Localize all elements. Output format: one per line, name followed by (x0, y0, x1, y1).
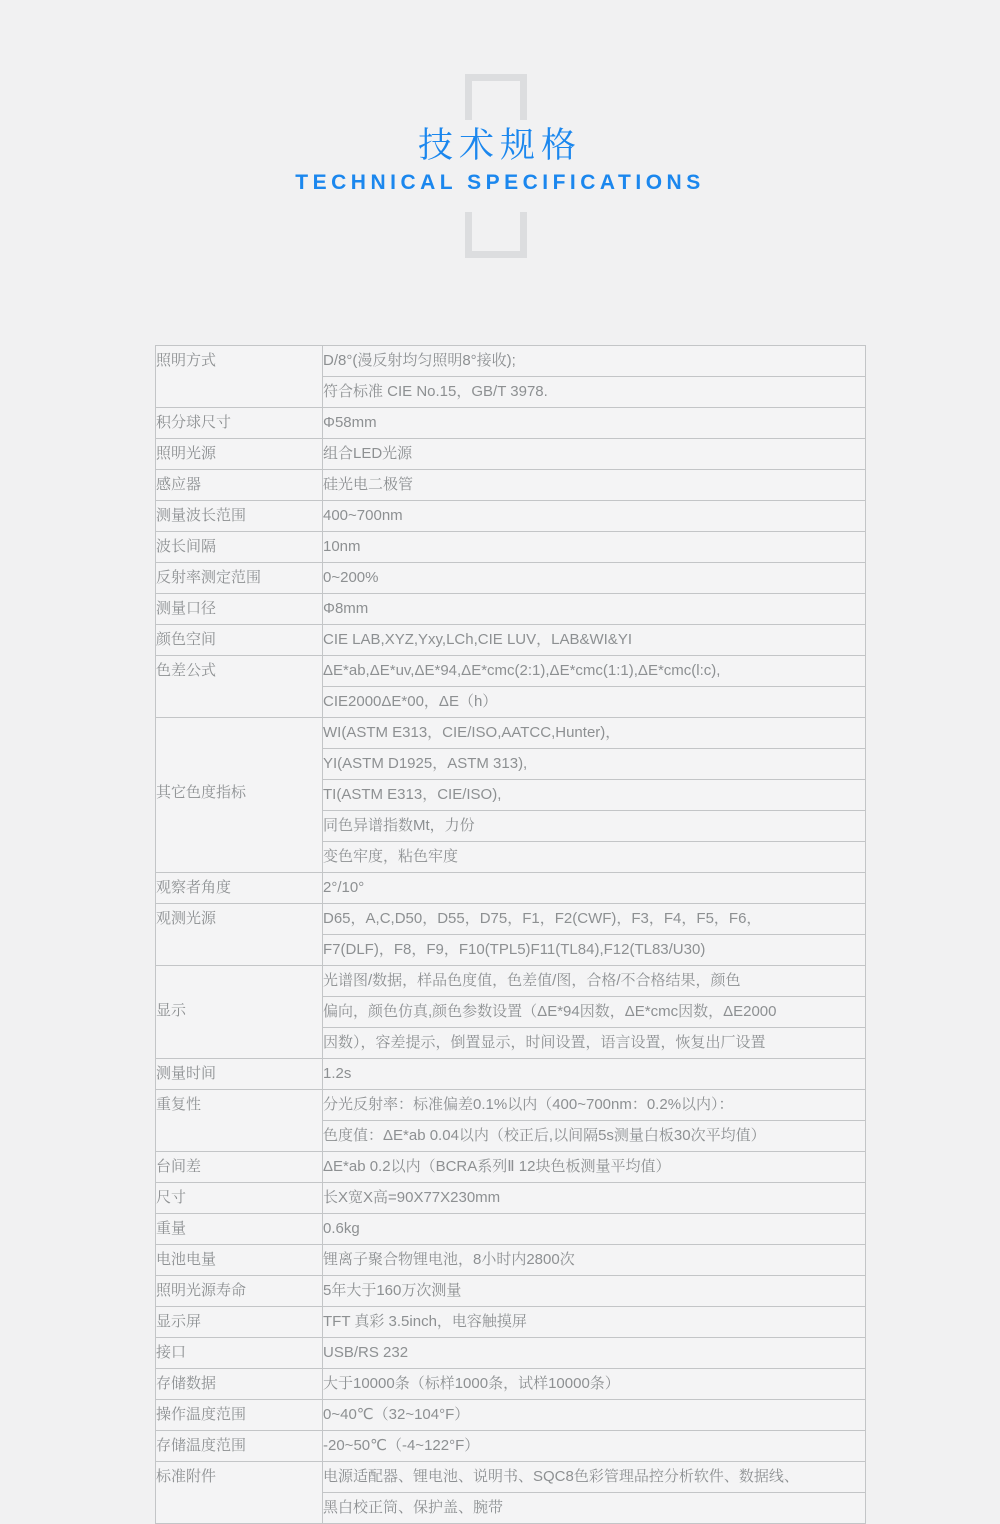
spec-value: 因数），容差提示，倒置显示，时间设置，语言设置，恢复出厂设置 (323, 1028, 866, 1059)
spec-label: 观察者角度 (156, 879, 232, 896)
table-row (156, 1369, 866, 1400)
spec-value: 光谱图/数据，样品色度值，色差值/图，合格/不合格结果，颜色 (323, 966, 866, 997)
spec-label: 其它色度指标 (156, 784, 247, 801)
spec-label: 存储温度范围 (156, 1437, 247, 1454)
page-title: 技术规格 (417, 126, 582, 165)
table-row (156, 408, 866, 439)
spec-label: 感应器 (156, 476, 202, 493)
spec-label: 照明方式 (156, 352, 217, 369)
spec-value: 2°/10° (323, 873, 866, 904)
spec-label-cell (156, 1152, 323, 1183)
spec-label-cell (156, 532, 323, 563)
spec-label: 颜色空间 (156, 631, 217, 648)
spec-value: F7(DLF)，F8，F9，F10(TPL5)F11(TL84),F12(TL83/U30) (323, 935, 866, 966)
spec-label: 接口 (156, 1344, 187, 1361)
page-subtitle: TECHNICAL SPECIFICATIONS (295, 171, 705, 194)
decorative-frame-bottom (465, 212, 527, 258)
spec-value: 变色牢度，粘色牢度 (323, 842, 866, 873)
spec-label-cell (156, 1183, 323, 1214)
spec-label: 显示屏 (156, 1313, 202, 1330)
table-row (156, 904, 866, 935)
spec-value: ΔE*ab,ΔE*uv,ΔE*94,ΔE*cmc(2:1),ΔE*cmc(1:1),ΔE*cmc(l:c), (323, 656, 866, 687)
spec-label-cell (156, 1307, 323, 1338)
decorative-frame-top (465, 74, 527, 120)
spec-table-body (156, 346, 866, 1524)
table-row (156, 1307, 866, 1338)
spec-value: 0~200% (323, 563, 866, 594)
table-row (156, 1152, 866, 1183)
spec-value: 黑白校正筒、保护盖、腕带 (323, 1493, 866, 1524)
spec-value: WI(ASTM E313，CIE/ISO,AATCC,Hunter)， (323, 718, 866, 749)
spec-value: ΔE*ab 0.2以内（BCRA系列Ⅱ 12块色板测量平均值） (323, 1152, 866, 1183)
spec-label: 测量波长范围 (156, 507, 247, 524)
spec-label: 照明光源寿命 (156, 1282, 247, 1299)
spec-label-cell (156, 1369, 323, 1400)
table-row (156, 1090, 866, 1121)
table-row (156, 1400, 866, 1431)
spec-label: 测量口径 (156, 600, 217, 617)
spec-value: 锂离子聚合物锂电池，8小时内2800次 (323, 1245, 866, 1276)
table-row (156, 656, 866, 687)
spec-value: 硅光电二极管 (323, 470, 866, 501)
spec-value: USB/RS 232 (323, 1338, 866, 1369)
spec-label-cell (156, 470, 323, 501)
spec-value: 色度值：ΔE*ab 0.04以内（校正后,以间隔5s测量白板30次平均值） (323, 1121, 866, 1152)
table-row (156, 1059, 866, 1090)
table-row (156, 1245, 866, 1276)
spec-table (155, 345, 866, 1524)
table-row (156, 501, 866, 532)
spec-label: 重复性 (156, 1096, 202, 1113)
table-row (156, 594, 866, 625)
spec-label: 台间差 (156, 1158, 202, 1175)
spec-label: 色差公式 (156, 662, 217, 679)
spec-label: 存储数据 (156, 1375, 217, 1392)
spec-value: 符合标准 CIE No.15，GB/T 3978. (323, 377, 866, 408)
spec-value: 0~40℃（32~104°F） (323, 1400, 866, 1431)
spec-label-cell (156, 594, 323, 625)
table-row (156, 1183, 866, 1214)
spec-label-cell (156, 346, 323, 408)
spec-value: Φ8mm (323, 594, 866, 625)
spec-label-cell (156, 873, 323, 904)
spec-value: D/8°(漫反射均匀照明8°接收); (323, 346, 866, 377)
spec-label-cell (156, 439, 323, 470)
spec-label: 显示 (156, 1002, 187, 1019)
spec-value: 同色异谱指数Mt，力份 (323, 811, 866, 842)
spec-value: TFT 真彩 3.5inch，电容触摸屏 (323, 1307, 866, 1338)
table-row (156, 1431, 866, 1462)
spec-value: CIE LAB,XYZ,Yxy,LCh,CIE LUV，LAB&WI&YI (323, 625, 866, 656)
spec-label: 波长间隔 (156, 538, 217, 555)
spec-value: 1.2s (323, 1059, 866, 1090)
table-row (156, 1276, 866, 1307)
spec-label: 积分球尺寸 (156, 414, 232, 431)
spec-value: 长X宽X高=90X77X230mm (323, 1183, 866, 1214)
spec-value: 400~700nm (323, 501, 866, 532)
table-row (156, 439, 866, 470)
spec-label-cell (156, 625, 323, 656)
table-row (156, 873, 866, 904)
spec-label: 重量 (156, 1220, 187, 1237)
spec-label-cell (156, 408, 323, 439)
spec-label-cell (156, 1059, 323, 1090)
spec-value: 10nm (323, 532, 866, 563)
table-row (156, 966, 866, 997)
spec-label-cell (156, 904, 323, 966)
table-row (156, 532, 866, 563)
spec-value: Φ58mm (323, 408, 866, 439)
spec-label: 反射率测定范围 (156, 569, 262, 586)
spec-label: 测量时间 (156, 1065, 217, 1082)
table-row (156, 625, 866, 656)
spec-value: -20~50℃（-4~122°F） (323, 1431, 866, 1462)
spec-value: 5年大于160万次测量 (323, 1276, 866, 1307)
spec-value: TI(ASTM E313，CIE/ISO), (323, 780, 866, 811)
table-row (156, 1338, 866, 1369)
spec-label: 电池电量 (156, 1251, 217, 1268)
spec-label-cell (156, 1090, 323, 1152)
table-row (156, 346, 866, 377)
spec-label-cell (156, 501, 323, 532)
spec-label-cell (156, 563, 323, 594)
spec-value: 大于10000条（标样1000条，试样10000条） (323, 1369, 866, 1400)
table-row (156, 563, 866, 594)
spec-value: D65，A,C,D50，D55，D75，F1，F2(CWF)，F3，F4，F5，F6， (323, 904, 866, 935)
spec-value: 分光反射率：标准偏差0.1%以内（400~700nm：0.2%以内）： (323, 1090, 866, 1121)
table-row (156, 1214, 866, 1245)
spec-label-cell (156, 966, 323, 1059)
spec-label-cell (156, 656, 323, 718)
page-header (0, 0, 1000, 300)
spec-label: 操作温度范围 (156, 1406, 247, 1423)
spec-label-cell (156, 1245, 323, 1276)
spec-label-cell (156, 1214, 323, 1245)
spec-label-cell (156, 1462, 323, 1524)
spec-label: 观测光源 (156, 910, 217, 927)
spec-value: 电源适配器、锂电池、说明书、SQC8色彩管理品控分析软件、数据线、 (323, 1462, 866, 1493)
spec-value: YI(ASTM D1925，ASTM 313), (323, 749, 866, 780)
spec-value: 0.6kg (323, 1214, 866, 1245)
spec-label: 尺寸 (156, 1189, 187, 1206)
spec-label-cell (156, 718, 323, 873)
spec-label-cell (156, 1400, 323, 1431)
table-row (156, 1462, 866, 1493)
spec-value: 偏向，颜色仿真,颜色参数设置（ΔE*94因数，ΔE*cmc因数，ΔE2000 (323, 997, 866, 1028)
spec-label-cell (156, 1276, 323, 1307)
spec-value: CIE2000ΔE*00，ΔE（h） (323, 687, 866, 718)
table-row (156, 470, 866, 501)
spec-value: 组合LED光源 (323, 439, 866, 470)
table-row (156, 718, 866, 749)
spec-label: 标准附件 (156, 1468, 217, 1485)
spec-label-cell (156, 1431, 323, 1462)
spec-label-cell (156, 1338, 323, 1369)
spec-label: 照明光源 (156, 445, 217, 462)
